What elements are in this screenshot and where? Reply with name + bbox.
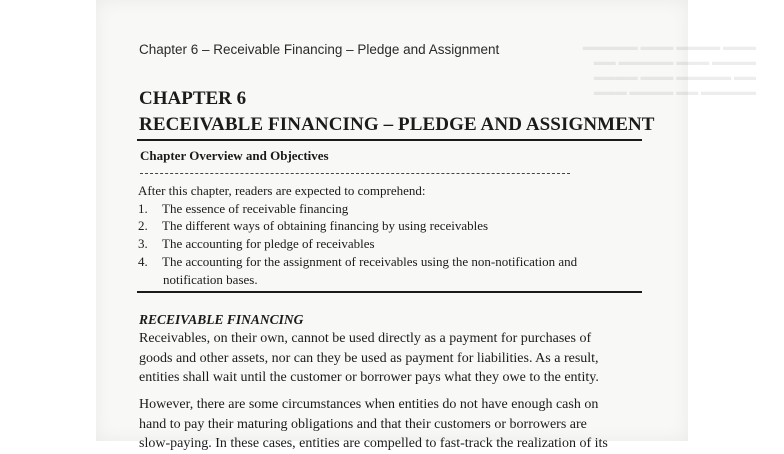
bleed-through-text: ▬▬▬ ▬▬▬▬ ▬▬▬ ▬▬▬▬▬ ▬▬▬▬ ▬▬▬ ▬▬▬▬▬ ▬▬ ▬▬ ▬▬▬▬▬ ▬▬▬ ▬▬▬▬ ▬▬▬▬▬ ▬▬ ▬▬▬▬ ▬▬▬ (582, 41, 756, 98)
objective-text: The different ways of obtaining financing by using receivables (162, 218, 489, 233)
running-header: Chapter 6 – Receivable Financing – Pledge and Assignment (139, 42, 500, 57)
objective-text: The accounting for the assignment of receivables using the non-notification and (162, 254, 578, 269)
objective-item (138, 218, 488, 234)
chapter-title: RECEIVABLE FINANCING – PLEDGE AND ASSIGNMENT (139, 114, 655, 135)
paragraph-line: slow-paying. In these cases, entities are compelled to fast-track the realization of its (139, 436, 608, 451)
objective-continuation: notification bases. (163, 272, 258, 287)
objective-number: 1. (138, 201, 148, 216)
paragraph-line: entities shall wait until the customer or borrower pays what they owe to the entity. (139, 370, 599, 385)
paragraph-receivables (139, 329, 641, 388)
objectives-intro: After this chapter, readers are expected to comprehend: (138, 183, 426, 198)
objective-number: 4. (138, 254, 148, 269)
paragraph-line: hand to pay their maturing obligations and that their customers or borrowers are (139, 416, 587, 432)
section-heading: RECEIVABLE FINANCING (139, 312, 304, 327)
paragraph-line: Receivables, on their own, cannot be used directly as a payment for purchases of (139, 331, 592, 346)
objective-number: 3. (138, 236, 148, 251)
objective-text: The essence of receivable financing (162, 201, 349, 216)
objective-item (138, 236, 375, 252)
overview-heading: Chapter Overview and Objectives (140, 148, 329, 163)
paragraph-circumstances (139, 395, 641, 454)
paragraph-line: goods and other assets, nor can they be used as payment for liabilities. As a result, (139, 350, 599, 366)
objective-item (138, 254, 577, 270)
paragraph-line: However, there are some circumstances when entities do not have enough cash on (139, 397, 599, 412)
chapter-number: CHAPTER 6 (139, 88, 247, 109)
objectives-rule (137, 291, 642, 293)
objective-text: The accounting for pledge of receivables (162, 236, 375, 251)
dashed-divider (140, 173, 570, 174)
title-rule (137, 139, 642, 141)
objective-number: 2. (138, 218, 148, 233)
objective-item (138, 201, 348, 217)
